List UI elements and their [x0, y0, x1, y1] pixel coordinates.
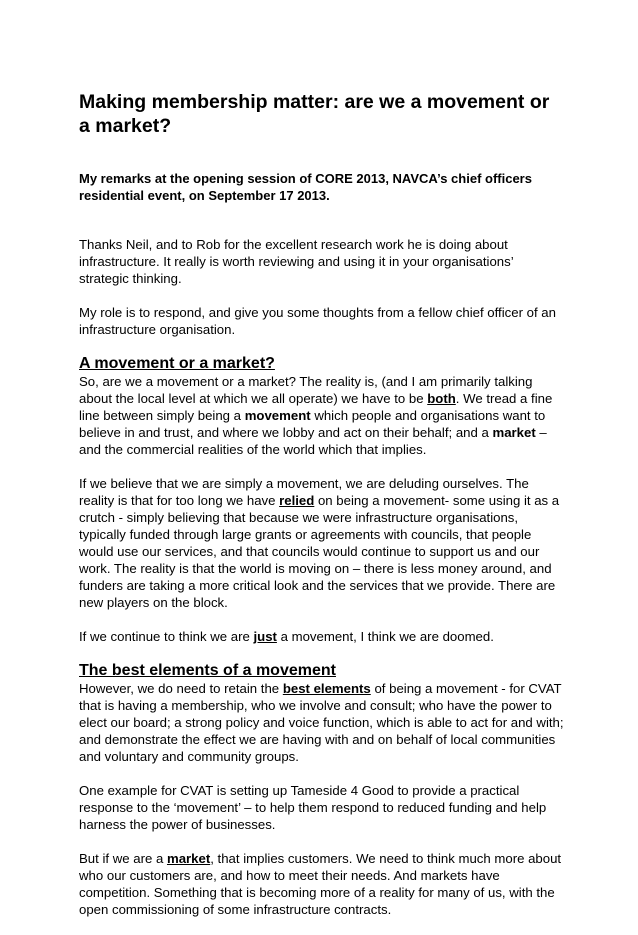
paragraph-tameside: One example for CVAT is setting up Tameside 4 Good to provide a practical response to the ‘movement’ – to help them respond to reduced funding and help harness the power of businesses. [79, 783, 547, 832]
emphasis-relied: relied [279, 493, 315, 508]
paragraph-best-elements [79, 680, 564, 765]
paragraph-role: My role is to respond, and give you some thoughts from a fellow chief officer of an infrastructure organisation. [79, 305, 556, 337]
text-run: – and the commercial realities of the world which that implies. [79, 425, 547, 457]
emphasis-market: market [492, 425, 536, 440]
paragraph-movement-or-market [79, 373, 564, 458]
paragraph-thanks: Thanks Neil, and to Rob for the excellent research work he is doing about infrastructure. It really is worth reviewing and using it in your organisations’ strategic thinking. [79, 237, 514, 286]
heading-best-elements: The best elements of a movement [79, 662, 336, 679]
emphasis-best-elements: best elements [282, 681, 371, 696]
emphasis-market-underlined: market [166, 851, 211, 866]
paragraph-market-customers [79, 850, 564, 918]
text-run: If we believe that we are simply a movement, we are deluding ourselves. The reality is that for too long we have [79, 476, 529, 508]
emphasis-both: both [427, 391, 456, 406]
document-subtitle: My remarks at the opening session of CORE 2013, NAVCA’s chief officers residential event, on September 17 2013. [79, 171, 532, 203]
paragraph-doomed [79, 628, 564, 645]
heading-movement-or-market: A movement or a market? [79, 355, 275, 372]
text-run: which people and organisations want to believe in and trust, and where we lobby and act on their behalf; and a [79, 408, 546, 440]
text-run: However, we do need to retain the [79, 681, 283, 696]
text-run: So, are we a movement or a market? The reality is, (and I am primarily talking about the local level at which we all operate) we have to be [79, 374, 533, 406]
text-run: on being a movement- some using it as a crutch - simply believing that because we were infrastructure organisations, typically funded through large grants or agreements with councils, that people would use our services, and that councils would continue to support us and our work. The reality is that the world is moving on – there is less money around, and funders are taking a more critical look and the services that we provide. There are new players on the block. [79, 493, 560, 610]
text-run: a movement, I think we are doomed. [276, 629, 494, 644]
document-page [79, 90, 564, 935]
text-run: . We tread a fine line between simply being a [79, 391, 553, 423]
emphasis-just: just [253, 629, 277, 644]
document-title: Making membership matter: are we a movement or a market? [79, 91, 550, 137]
text-run: If we continue to think we are [79, 629, 254, 644]
text-run: of being a movement - for CVAT that is having a membership, who we involve and consult; who have the power to elect our board; a strong policy and voice function, which is able to act for and with; and demonstrate the effect we are having with and on behalf of local communities and voluntary and community groups. [79, 681, 564, 764]
paragraph-deluding [79, 475, 564, 611]
text-run: But if we are a [79, 851, 167, 866]
emphasis-movement: movement [244, 408, 311, 423]
text-run: , that implies customers. We need to think much more about who our customers are, and how to meet their needs. And markets have competition. Something that is becoming more of a reality for many of us, with the open commissioning of some infrastructure contracts. [79, 851, 562, 917]
